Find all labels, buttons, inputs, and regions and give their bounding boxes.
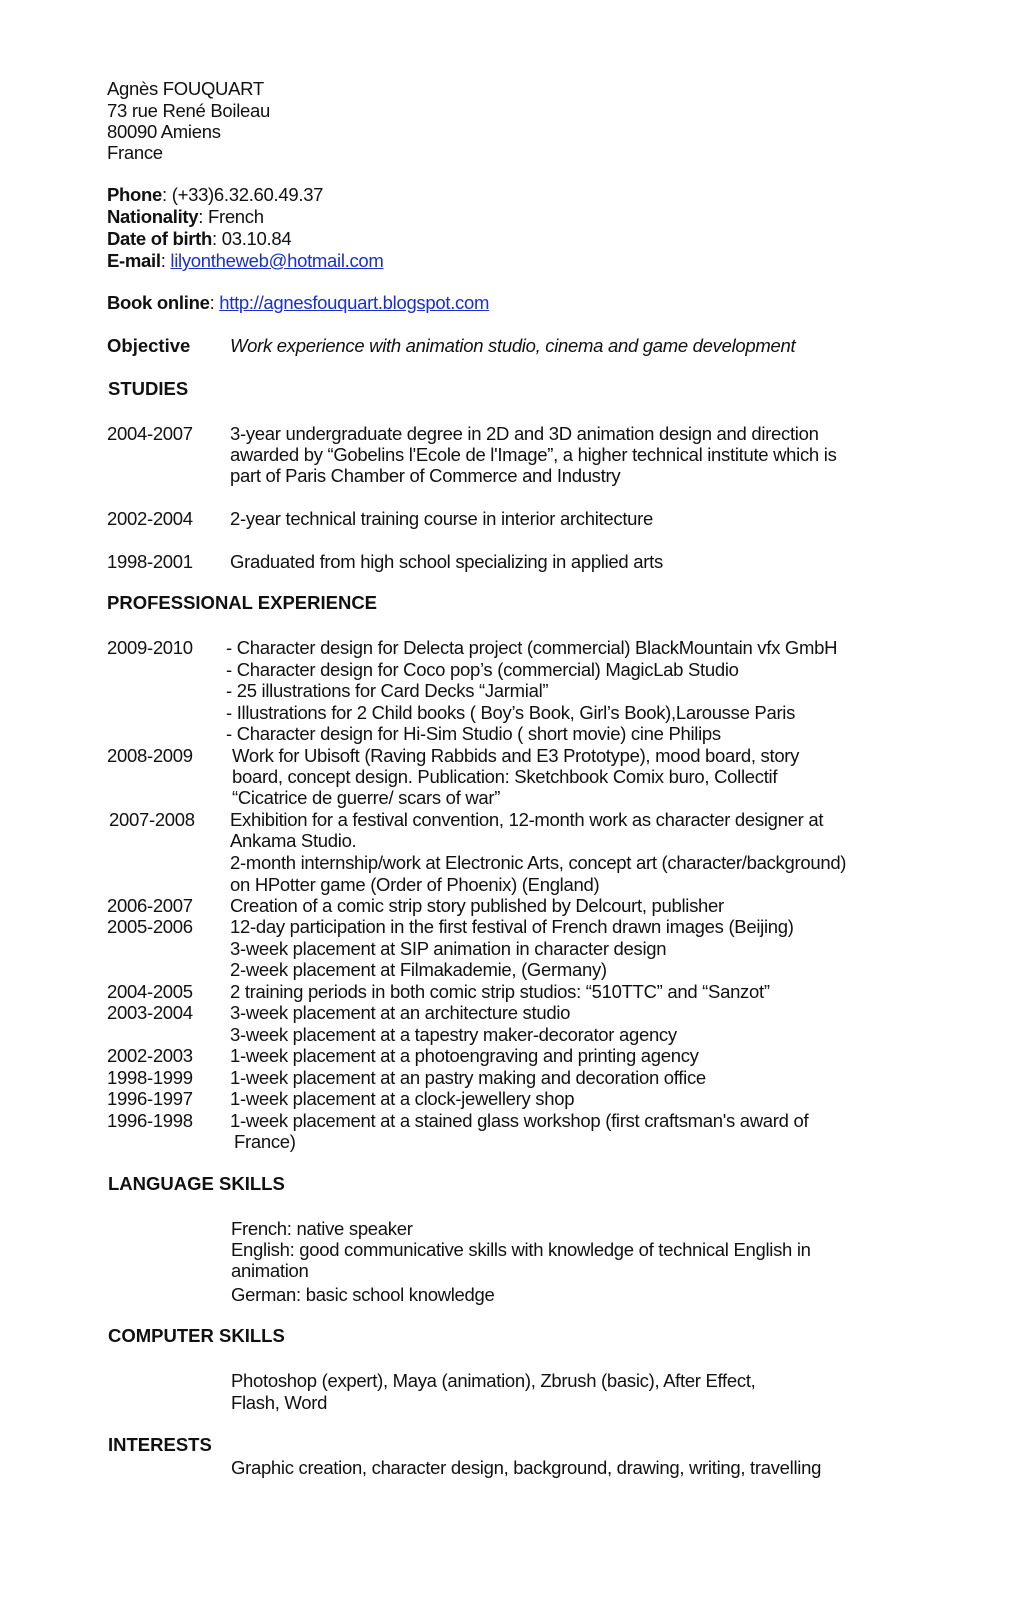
experience-text: 1-week placement at an pastry making and decoration office	[230, 1067, 706, 1088]
study-text: Graduated from high school specializing in applied arts	[230, 551, 663, 572]
section-computer-title: COMPUTER SKILLS	[108, 1325, 285, 1346]
experience-text: France)	[234, 1131, 296, 1152]
address-city: 80090 Amiens	[107, 121, 221, 142]
experience-date: 2005-2006	[107, 916, 193, 937]
phone-row	[107, 184, 323, 206]
email-link[interactable]: lilyontheweb@hotmail.com	[170, 250, 384, 271]
experience-text: Ankama Studio.	[230, 830, 357, 851]
experience-text: 2 training periods in both comic strip studios: “510TTC” and “Sanzot”	[230, 981, 770, 1002]
email-sep: :	[160, 250, 171, 271]
phone-value: : (+33)6.32.60.49.37	[162, 184, 324, 205]
address-street: 73 rue René Boileau	[107, 100, 270, 121]
experience-date: 2003-2004	[107, 1002, 193, 1023]
experience-date: 2008-2009	[107, 745, 193, 766]
study-text: awarded by “Gobelins l'Ecole de l'Image”, a higher technical institute which is	[230, 444, 837, 465]
language-item: French: native speaker	[231, 1218, 413, 1239]
section-interests-title: INTERESTS	[108, 1434, 212, 1455]
experience-text: 2-month internship/work at Electronic Arts, concept art (character/background)	[230, 852, 847, 873]
nationality-value: : French	[198, 206, 264, 227]
experience-text: “Cicatrice de guerre/ scars of war”	[232, 787, 501, 808]
computer-skills-text: Photoshop (expert), Maya (animation), Zbrush (basic), After Effect,	[231, 1370, 756, 1391]
applicant-name: Agnès FOUQUART	[107, 78, 264, 99]
study-text: 2-year technical training course in interior architecture	[230, 508, 653, 529]
nationality-row	[107, 206, 264, 228]
computer-skills-text: Flash, Word	[231, 1392, 328, 1413]
experience-text: - Character design for Delecta project (commercial) BlackMountain vfx GmbH	[226, 637, 838, 658]
study-date: 1998-2001	[107, 551, 193, 572]
phone-label: Phone	[107, 184, 163, 205]
experience-text: 1-week placement at a stained glass workshop (first craftsman's award of	[230, 1110, 809, 1131]
experience-text: Creation of a comic strip story published by Delcourt, publisher	[230, 895, 724, 916]
experience-date: 1996-1998	[107, 1110, 193, 1131]
objective-label: Objective	[107, 335, 191, 356]
experience-date: 2007-2008	[109, 809, 195, 830]
address-country: France	[107, 142, 163, 163]
book-online-row	[107, 292, 489, 314]
experience-date: 2002-2003	[107, 1045, 193, 1066]
language-item: German: basic school knowledge	[231, 1284, 495, 1305]
portfolio-link[interactable]: http://agnesfouquart.blogspot.com	[219, 292, 490, 313]
experience-text: on HPotter game (Order of Phoenix) (England)	[230, 874, 600, 895]
experience-text: - Character design for Hi-Sim Studio ( short movie) cine Philips	[226, 723, 721, 744]
language-item: animation	[231, 1260, 309, 1281]
book-online-sep: :	[209, 292, 220, 313]
experience-date: 2006-2007	[107, 895, 193, 916]
experience-text: 2-week placement at Filmakademie, (Germany)	[230, 959, 607, 980]
dob-label: Date of birth	[107, 228, 213, 249]
email-label: E-mail	[107, 250, 161, 271]
experience-date: 2009-2010	[107, 637, 193, 658]
experience-date: 2004-2005	[107, 981, 193, 1002]
experience-text: 1-week placement at a clock-jewellery shop	[230, 1088, 575, 1109]
study-date: 2004-2007	[107, 423, 193, 444]
experience-date: 1998-1999	[107, 1067, 193, 1088]
study-text: part of Paris Chamber of Commerce and Industry	[230, 465, 621, 486]
nationality-label: Nationality	[107, 206, 199, 227]
study-text: 3-year undergraduate degree in 2D and 3D animation design and direction	[230, 423, 819, 444]
experience-text: Exhibition for a festival convention, 12-month work as character designer at	[230, 809, 824, 830]
language-item: English: good communicative skills with knowledge of technical English in	[231, 1239, 811, 1260]
experience-text: - Character design for Coco pop’s (commercial) MagicLab Studio	[226, 659, 739, 680]
section-experience-title: PROFESSIONAL EXPERIENCE	[107, 592, 378, 613]
email-row	[107, 250, 384, 272]
experience-text: 3-week placement at SIP animation in character design	[230, 938, 667, 959]
experience-text: - 25 illustrations for Card Decks “Jarmial”	[226, 680, 549, 701]
dob-row	[107, 228, 291, 250]
dob-value: : 03.10.84	[212, 228, 292, 249]
study-date: 2002-2004	[107, 508, 193, 529]
objective-text: Work experience with animation studio, cinema and game development	[230, 335, 796, 356]
experience-text: Work for Ubisoft (Raving Rabbids and E3 Prototype), mood board, story	[232, 745, 800, 766]
experience-text: 1-week placement at a photoengraving and printing agency	[230, 1045, 699, 1066]
experience-text: 3-week placement at an architecture studio	[230, 1002, 571, 1023]
experience-text: - Illustrations for 2 Child books ( Boy’s Book, Girl’s Book),Larousse Paris	[226, 702, 796, 723]
section-studies-title: STUDIES	[108, 378, 189, 399]
book-online-label: Book online	[107, 292, 210, 313]
experience-date: 1996-1997	[107, 1088, 193, 1109]
experience-text: board, concept design. Publication: Sketchbook Comix buro, Collectif	[232, 766, 778, 787]
experience-text: 12-day participation in the first festival of French drawn images (Beijing)	[230, 916, 794, 937]
interests-text: Graphic creation, character design, background, drawing, writing, travelling	[231, 1457, 822, 1478]
experience-text: 3-week placement at a tapestry maker-decorator agency	[230, 1024, 677, 1045]
section-languages-title: LANGUAGE SKILLS	[108, 1173, 285, 1194]
